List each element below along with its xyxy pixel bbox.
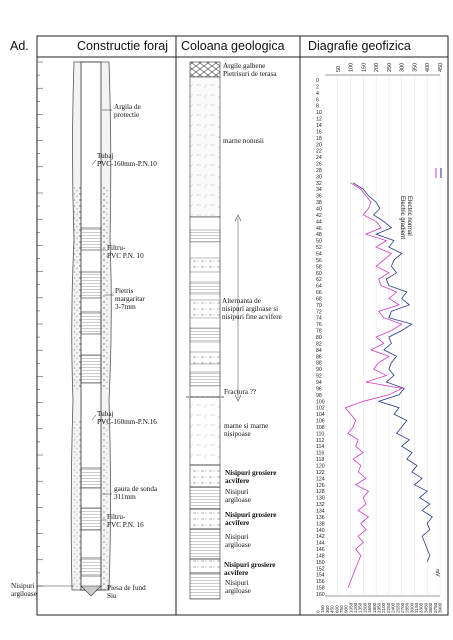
log-depth-tick: 92 [316, 373, 322, 380]
log-bottom-scale-label: 3150 [414, 602, 420, 613]
geophysics-header: Diagrafie geofizica [308, 39, 411, 53]
log-top-scale-label: 400 [425, 62, 432, 72]
log-depth-tick: 156 [316, 579, 325, 586]
log-bottom-scale-label: 2100 [381, 602, 387, 613]
geo-label-4: Fractura ?? [224, 388, 257, 396]
log-unit: mV [434, 569, 440, 577]
log-depth-tick: 124 [316, 476, 325, 483]
log-bottom-scale-label: 450 [329, 605, 335, 613]
log-depth-tick: 158 [316, 585, 325, 592]
log-depth-tick: 12 [316, 116, 322, 123]
log-depth-tick: 160 [316, 592, 325, 598]
geo-label-7: Nisipuri argiloase [225, 488, 251, 505]
log-depth-tick: 56 [316, 257, 322, 264]
log-depth-tick: 40 [316, 206, 322, 213]
log-depth-tick: 144 [316, 540, 325, 547]
log-depth-tick: 62 [316, 277, 322, 284]
log-bottom-scale-label: 2700 [399, 602, 405, 613]
log-depth-tick: 108 [316, 424, 325, 431]
log-depth-tick: 106 [316, 418, 325, 425]
legend-gradient: Electric gradient [399, 196, 405, 240]
log-depth-tick: 2 [316, 84, 319, 91]
log-bottom-scale-label: 2400 [390, 602, 396, 613]
log-depth-tick: 60 [316, 270, 322, 277]
log-depth-tick: 138 [316, 521, 325, 528]
geophysics-log [316, 63, 445, 613]
log-depth-tick: 36 [316, 193, 322, 200]
log-bottom-scale-label: 3750 [432, 602, 438, 613]
log-depth-tick: 44 [316, 219, 322, 226]
log-depth-tick: 148 [316, 553, 325, 560]
log-top-scale-label: 150 [361, 62, 368, 72]
note-bottom-plug: Piesa de fund Siu [107, 584, 146, 601]
log-bottom-scale-label: 1500 [362, 602, 368, 613]
log-top-scale-label: 200 [374, 62, 381, 72]
log-bottom-scale-label: 3000 [409, 602, 415, 613]
log-depth-tick: 96 [316, 386, 322, 393]
log-depth-tick: 142 [316, 534, 325, 541]
geology-header: Coloana geologica [181, 39, 285, 53]
log-bottom-scale-label: 3300 [418, 602, 424, 613]
log-bottom-scale-label: 2550 [395, 602, 401, 613]
log-depth-tick: 98 [316, 392, 322, 399]
log-depth-tick: 66 [316, 290, 322, 297]
log-bottom-scale-label: 1050 [348, 602, 354, 613]
log-depth-tick: 130 [316, 495, 325, 502]
log-depth-tick: 46 [316, 225, 322, 232]
log-depth-tick: 126 [316, 482, 325, 489]
log-bottom-scale-label: 300 [324, 605, 330, 613]
geo-label-11: Nisipuri argiloase [225, 579, 251, 596]
log-depth-tick: 150 [316, 559, 325, 566]
geo-label-2: marne nonusii [223, 137, 264, 145]
log-bottom-scale-label: 750 [338, 605, 344, 613]
note-casing-top: Tubaj PVC-160mm-P.N.10 [97, 152, 157, 169]
log-depth-tick: 58 [316, 264, 322, 271]
depth-ruler [37, 62, 43, 586]
log-depth-tick: 120 [316, 463, 325, 470]
log-depth-tick: 152 [316, 566, 325, 573]
borehole-construction [37, 62, 114, 596]
geo-label-5: marne si marne nisipoase [224, 422, 269, 439]
log-depth-tick: 88 [316, 360, 322, 367]
log-depth-tick: 132 [316, 502, 325, 509]
log-bottom-scale-label: 0 [315, 610, 321, 613]
log-bottom-scale-label: 3450 [423, 602, 429, 613]
log-depth-tick: 30 [316, 174, 322, 181]
geo-label-8: Nisipuri grosiere acvifere [225, 511, 277, 528]
geo-label-6: Nisipuri grosiere acvifere [225, 469, 277, 486]
log-depth-tick: 114 [316, 444, 325, 451]
log-depth-tick: 50 [316, 238, 322, 245]
geo-label-9: Nisipuri argiloase [225, 533, 251, 550]
log-depth-tick: 52 [316, 245, 322, 252]
log-depth-tick: 134 [316, 508, 325, 515]
log-bottom-scale-label: 900 [343, 605, 349, 613]
note-casing-bottom: Tubaj PVC-160mm-P.N.16 [97, 410, 157, 427]
note-borehole: gaura de sonda 311mm [114, 485, 158, 502]
depth-header: Ad. [10, 39, 29, 53]
log-top-scale-label: 350 [412, 62, 419, 72]
log-depth-tick: 42 [316, 212, 322, 219]
log-bottom-scale-label: 600 [334, 605, 340, 613]
construction-header: Constructie foraj [77, 39, 169, 53]
log-depth-tick: 74 [316, 315, 322, 322]
log-depth-tick: 0 [316, 78, 319, 84]
log-depth-tick: 86 [316, 354, 322, 361]
log-depth-tick: 38 [316, 200, 322, 207]
log-depth-tick: 84 [316, 347, 322, 354]
log-depth-tick: 110 [316, 431, 325, 438]
log-depth-tick: 80 [316, 335, 322, 341]
log-depth-tick: 68 [316, 296, 322, 303]
log-top-scale-label: 100 [348, 62, 355, 72]
log-bottom-scale-label: 1650 [367, 602, 373, 613]
log-depth-tick: 70 [316, 302, 322, 309]
log-depth-tick: 154 [316, 572, 325, 579]
note-gravel: Pietris margaritar 3-7mm [115, 287, 145, 312]
legend-normal: Electric normal [406, 196, 412, 236]
log-bottom-scale-label: 1950 [376, 602, 382, 613]
log-depth-tick: 10 [316, 110, 322, 117]
log-depth-tick: 8 [316, 103, 319, 110]
log-bottom-scale-label: 1200 [353, 602, 359, 613]
log-depth-tick: 22 [316, 148, 322, 155]
note-filter-bottom: Filtru- PVC P.N. 16 [107, 513, 144, 530]
log-bottom-scale-label: 1800 [371, 602, 377, 613]
log-depth-tick: 72 [316, 309, 322, 316]
log-top-scale-label: 250 [386, 62, 393, 72]
log-depth-tick: 14 [316, 122, 322, 129]
log-depth-tick: 122 [316, 469, 325, 476]
log-depth-tick: 4 [316, 90, 319, 97]
log-depth-tick: 32 [316, 180, 322, 187]
log-depth-tick: 136 [316, 514, 325, 521]
log-depth-tick: 128 [316, 489, 325, 496]
log-depth-tick: 112 [316, 437, 325, 444]
log-bottom-scale-label: 1350 [357, 602, 363, 613]
log-depth-tick: 28 [316, 167, 322, 174]
geo-label-3: Alternanta de nisipuri argiloase si nisipuri fine acvifere [222, 297, 282, 322]
log-bottom-scale-label: 150 [320, 605, 326, 613]
log-depth-tick: 76 [316, 322, 322, 329]
note-protection-clay: Argila de protectie [114, 103, 141, 120]
log-depth-tick: 20 [316, 142, 322, 149]
log-bottom-scale-label: 3900 [437, 602, 443, 613]
note-filter-top: Filtru- PVC P.N. 10 [107, 244, 144, 261]
log-depth-tick: 6 [316, 97, 319, 104]
log-depth-tick: 94 [316, 379, 322, 386]
log-top-scale-label: 300 [399, 62, 406, 72]
log-depth-tick: 102 [316, 405, 325, 412]
depth-bottom-label: Nisipuri argiloase [11, 582, 37, 599]
log-depth-tick: 90 [316, 367, 322, 374]
log-depth-tick: 26 [316, 161, 322, 168]
log-bottom-scale-label: 2250 [385, 602, 391, 613]
log-depth-tick: 64 [316, 283, 322, 290]
log-bottom-scale-label: 3600 [428, 602, 434, 613]
log-top-scale-label: 50 [335, 65, 342, 72]
log-top-scale-label: 450 [438, 62, 444, 72]
log-depth-tick: 34 [316, 187, 322, 194]
log-depth-tick: 118 [316, 457, 325, 464]
log-depth-tick: 100 [316, 399, 325, 406]
log-depth-tick: 18 [316, 135, 322, 142]
log-depth-tick: 104 [316, 412, 325, 419]
log-depth-tick: 146 [316, 547, 325, 554]
log-depth-tick: 140 [316, 527, 325, 534]
log-depth-tick: 78 [316, 328, 322, 335]
log-depth-tick: 116 [316, 450, 325, 457]
geo-label-1: Argile galbene Pietrisuri de terasa [223, 62, 277, 79]
log-bottom-scale-label: 2850 [404, 602, 410, 613]
log-depth-tick: 24 [316, 155, 322, 162]
log-series-gradient [345, 183, 401, 588]
log-depth-tick: 48 [316, 232, 322, 239]
log-depth-tick: 54 [316, 251, 322, 258]
geo-label-10: Nisipuri grosiere acvifere [224, 561, 276, 578]
log-depth-tick: 82 [316, 341, 322, 348]
log-depth-tick: 16 [316, 129, 322, 136]
